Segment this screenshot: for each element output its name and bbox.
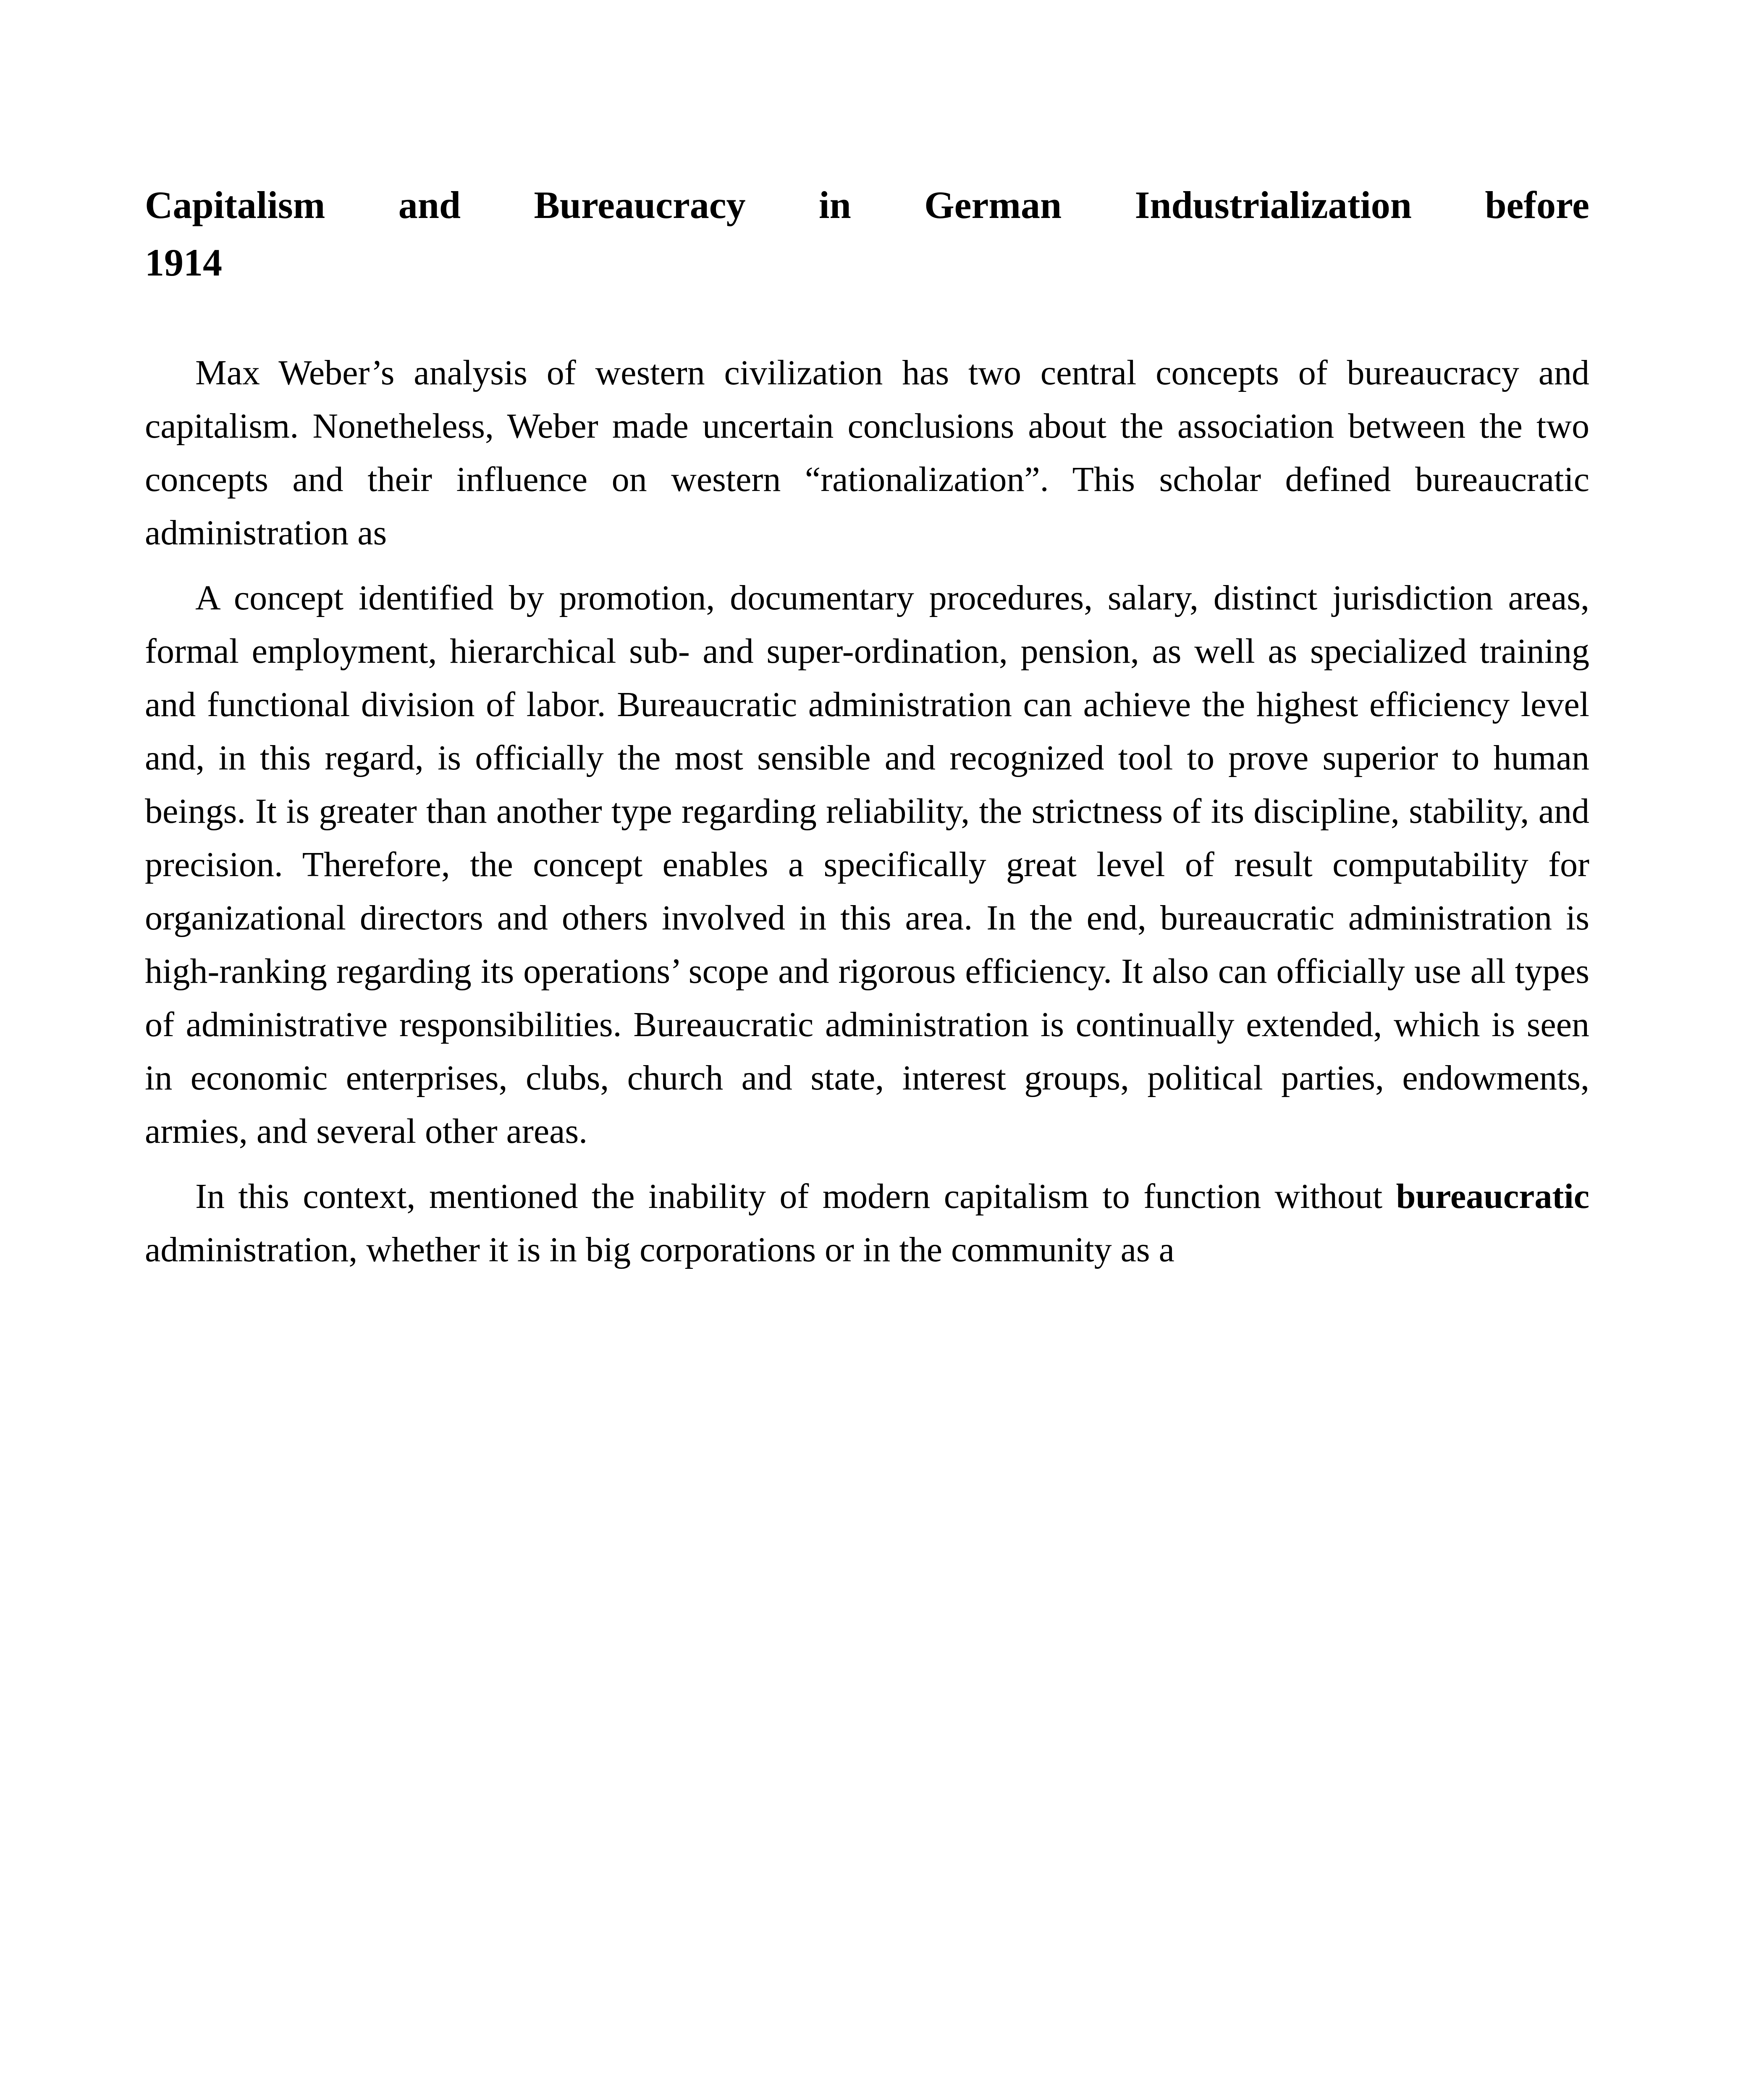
paragraph-context [145, 1170, 1589, 1276]
paragraph-context-bold-word: bureaucratic [1396, 1177, 1589, 1216]
paragraph-context-text-1: In this context, mentioned the inability of modern capitalism to function without [195, 1177, 1396, 1216]
document-title-line-2: 1914 [145, 241, 222, 284]
paragraph-context-text-2: administration, whether it is in big corporations or in the community as a [145, 1230, 1174, 1269]
document-body [145, 176, 1589, 1288]
document-title-line-1: Capitalism and Bureaucracy in German Industrialization before [145, 184, 1589, 226]
paragraph-definition: A concept identified by promotion, documentary procedures, salary, distinct jurisdiction areas, formal employment, hierarchical sub- and super-ordination, pension, as well as specialized training and functional division of labor. Bureaucratic administration can achieve the highest efficiency level and, in this regard, is officially the most sensible and recognized tool to prove superior to human beings. It is greater than another type regarding reliability, the strictness of its discipline, stability, and precision. Therefore, the concept enables a specifically great level of result computability for organizational directors and others involved in this area. In the end, bureaucratic administration is high-ranking regarding its operations’ scope and rigorous efficiency. It also can officially use all types of administrative responsibilities. Bureaucratic administration is continually extended, which is seen in economic enterprises, clubs, church and state, interest groups, political parties, endowments, armies, and several other areas. [145, 578, 1589, 1151]
document-title [145, 176, 1589, 291]
paragraph-intro: Max Weber’s analysis of western civilization has two central concepts of bureaucracy and capitalism. Nonetheless, Weber made uncertain conclusions about the association between the two concepts and their influence on western “rationalization”. This scholar defined bureaucratic administration as [145, 353, 1589, 552]
